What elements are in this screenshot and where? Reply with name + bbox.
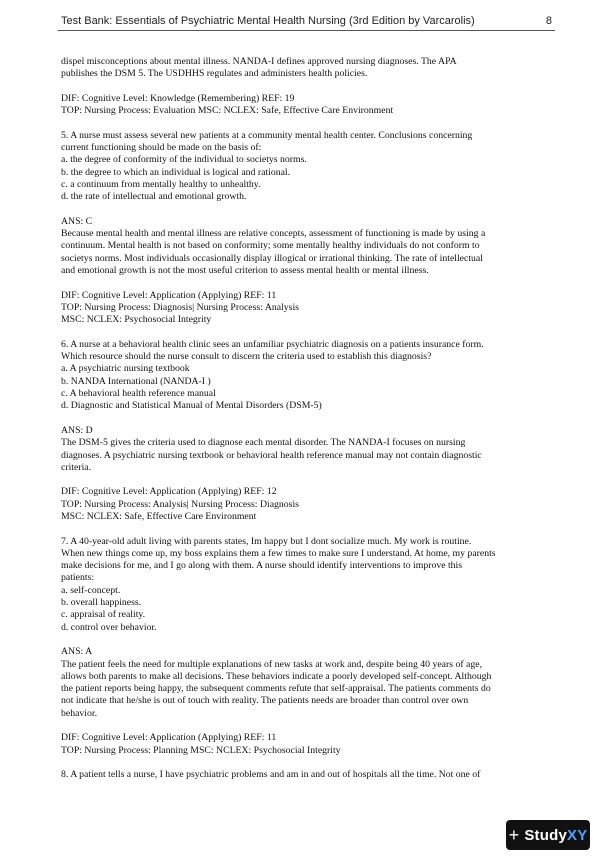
text-line: The DSM-5 gives the criteria used to diagnose each mental disorder. The NANDA-I focuses on nursing [61, 437, 466, 449]
paragraph-gap [61, 474, 561, 486]
text-line: continuum. Mental health is not based on conformity; some mentally healthy individuals do not conform to [61, 240, 480, 252]
text-line: d. the rate of intellectual and emotional growth. [61, 191, 247, 203]
plus-icon: + [508, 825, 520, 845]
text-line: allows both parents to make all decisions. These behaviors indicate a poorly developed self-concept. Although [61, 670, 492, 682]
text-line: 6. A nurse at a behavioral health clinic sees an unfamiliar psychiatric diagnosis on a patients insurance form. [61, 338, 484, 350]
text-line: MSC: NCLEX: Psychosocial Integrity [61, 314, 212, 326]
logo-text-main: Study [524, 826, 567, 844]
document-title: Test Bank: Essentials of Psychiatric Mental Health Nursing (3rd Edition by Varcarolis) [61, 15, 475, 27]
text-line: a. A psychiatric nursing textbook [61, 363, 190, 375]
text-line: DIF: Cognitive Level: Application (Applying) REF: 11 [61, 732, 277, 744]
text-line: criteria. [61, 461, 92, 473]
paragraph-gap [61, 757, 561, 769]
paragraph-gap [61, 413, 561, 425]
text-line: When new things come up, my boss explains them a few times to make sure I understand. At home, my parents [61, 547, 496, 559]
paragraph-gap [61, 117, 561, 129]
text-line: 5. A nurse must assess several new patients at a community mental health center. Conclusions concerning [61, 129, 473, 141]
text-line: DIF: Cognitive Level: Application (Applying) REF: 11 [61, 289, 277, 301]
page-body [61, 56, 561, 782]
text-line: TOP: Nursing Process: Planning MSC: NCLEX: Psychosocial Integrity [61, 744, 341, 756]
text-line: DIF: Cognitive Level: Knowledge (Remembering) REF: 19 [61, 92, 295, 104]
text-line: current functioning should be made on the basis of: [61, 142, 262, 154]
text-line: The patient feels the need for multiple explanations of new tasks at work and, despite being 40 years of age, [61, 658, 483, 670]
text-line: MSC: NCLEX: Safe, Effective Care Environment [61, 510, 257, 522]
text-line: publishes the DSM 5. The USDHHS regulates and administers health policies. [61, 68, 368, 80]
paragraph-gap [61, 277, 561, 289]
text-line: patients: [61, 572, 95, 584]
text-line: b. the degree to which an individual is logical and rational. [61, 166, 291, 178]
text-line: a. the degree of conformity of the individual to societys norms. [61, 154, 307, 166]
text-line: make decisions for me, and I go along with them. A nurse should identify interventions to improve this [61, 560, 463, 572]
text-line: c. A behavioral health reference manual [61, 388, 216, 400]
text-line: c. a continuum from mentally healthy to unhealthy. [61, 178, 261, 190]
text-line: 7. A 40-year-old adult living with parents states, Im happy but I dont socialize much. My work is routine. [61, 535, 472, 547]
text-line: a. self-concept. [61, 584, 121, 596]
text-line: Which resource should the nurse consult to discern the criteria used to establish this diagnosis? [61, 351, 432, 363]
text-line: TOP: Nursing Process: Evaluation MSC: NCLEX: Safe, Effective Care Environment [61, 105, 394, 117]
paragraph-gap [61, 720, 561, 732]
text-line: behavior. [61, 707, 98, 719]
paragraph-gap [61, 81, 561, 93]
text-line: not indicate that he/she is out of touch with reality. The patients needs are broader than control over own [61, 695, 469, 707]
text-line: diagnoses. A psychiatric nursing textbook or behavioral health reference manual may not contain diagnostic [61, 449, 482, 461]
paragraph-gap [61, 327, 561, 339]
paragraph-gap [61, 523, 561, 535]
page-header [58, 14, 555, 31]
text-line: ANS: D [61, 424, 93, 436]
text-line: the patient reports being happy, the subsequent comments refute that self-appraisal. The patients comments do [61, 683, 491, 695]
text-line: societys norms. Most individuals occasionally display illogical or irrational thinking. The rate of intellectual [61, 252, 483, 264]
text-line: ANS: A [61, 646, 93, 658]
studyxy-logo[interactable] [506, 820, 590, 850]
text-line: b. NANDA International (NANDA-I ) [61, 375, 211, 387]
text-line: 8. A patient tells a nurse, I have psychiatric problems and am in and out of hospitals all the time. Not one of [61, 769, 481, 781]
page-number: 8 [545, 15, 552, 27]
text-line: TOP: Nursing Process: Analysis| Nursing Process: Diagnosis [61, 498, 299, 510]
text-line: d. Diagnostic and Statistical Manual of Mental Disorders (DSM-5) [61, 400, 322, 412]
text-line: c. appraisal of reality. [61, 609, 146, 621]
logo-text-accent: XY [566, 826, 588, 844]
text-line: dispel misconceptions about mental illness. NANDA-I defines approved nursing diagnoses. The APA [61, 56, 457, 67]
text-line: Because mental health and mental illness are relative concepts, assessment of functioning is made by using a [61, 228, 486, 240]
text-line: d. control over behavior. [61, 621, 157, 633]
text-line: and emotional growth is not the most useful criterion to assess mental health or mental illness. [61, 265, 429, 277]
text-line: b. overall happiness. [61, 597, 142, 609]
text-line: TOP: Nursing Process: Diagnosis| Nursing Process: Analysis [61, 301, 299, 313]
text-line: DIF: Cognitive Level: Application (Applying) REF: 12 [61, 486, 277, 498]
paragraph-gap [61, 634, 561, 646]
text-line: ANS: C [61, 215, 93, 227]
paragraph-gap [61, 204, 561, 216]
